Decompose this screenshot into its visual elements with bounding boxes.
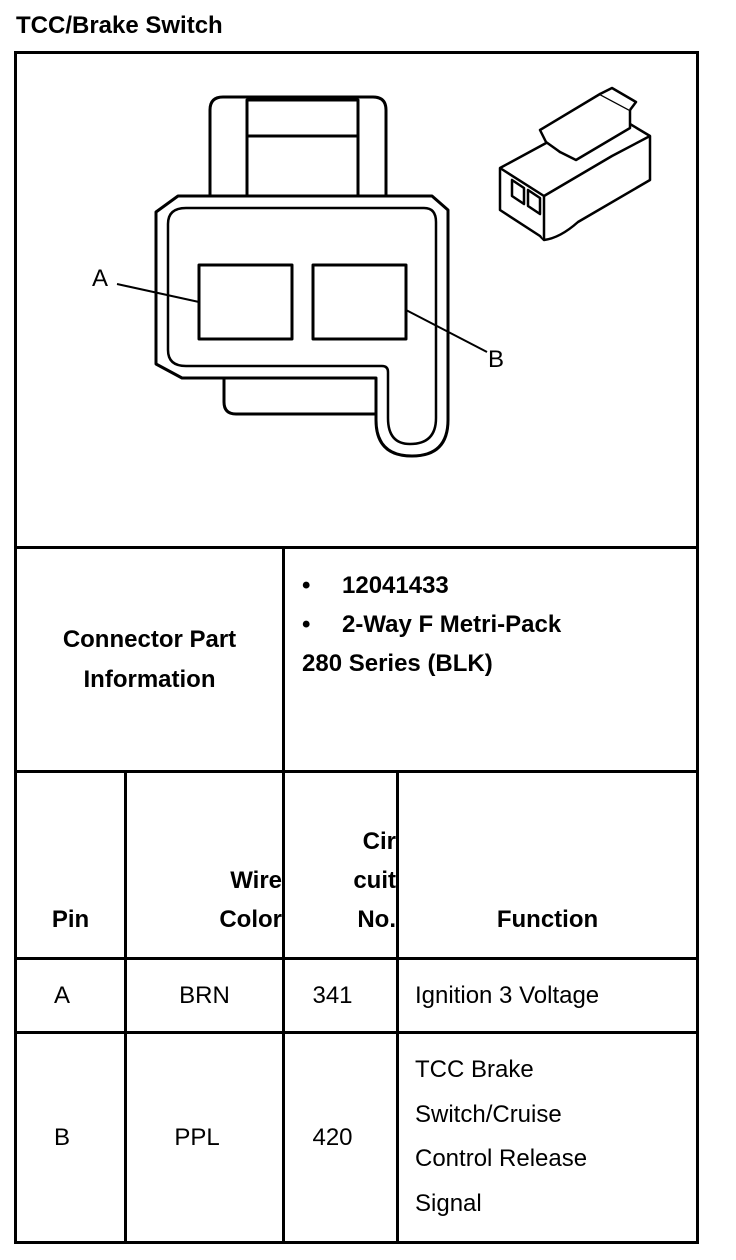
table-row-b-circuit: 420 — [312, 1123, 353, 1151]
table-row-a-function: Ignition 3 Voltage — [415, 981, 600, 1009]
header-pin: Pin — [51, 906, 90, 933]
list-item — [302, 605, 692, 644]
bullet-glyph: • — [302, 572, 311, 599]
header-wire-color: Wire Color — [219, 867, 282, 933]
connector-info-cell — [302, 566, 692, 683]
table-row-b-pin: B — [53, 1123, 70, 1151]
header-function: Function — [496, 906, 599, 933]
list-item — [302, 566, 692, 605]
callout-label-a: A — [92, 265, 109, 292]
table-row-b-wire-color: PPL — [174, 1123, 220, 1151]
page-title: TCC/Brake Switch — [16, 12, 223, 39]
table-row-a-circuit: 341 — [312, 981, 353, 1009]
part-number: 12041433 — [342, 572, 449, 599]
divider — [282, 546, 285, 771]
table-row-a-pin: A — [53, 981, 70, 1009]
table-row-a-wire-color: BRN — [179, 981, 230, 1009]
connector-series: 280 Series (BLK) — [302, 650, 493, 677]
connector-diagram — [17, 54, 696, 546]
connector-label: Connector Part Information — [62, 625, 237, 693]
header-circuit-no: Cir cuit No. — [353, 828, 396, 933]
table-row-b-function: TCC Brake Switch/Cruise Control Release Signal — [415, 1056, 588, 1217]
connector-label-cell — [17, 549, 282, 770]
callout-label-b: B — [488, 346, 505, 373]
connector-type: 2-Way F Metri-Pack — [342, 611, 562, 638]
bullet-glyph: • — [302, 611, 311, 638]
